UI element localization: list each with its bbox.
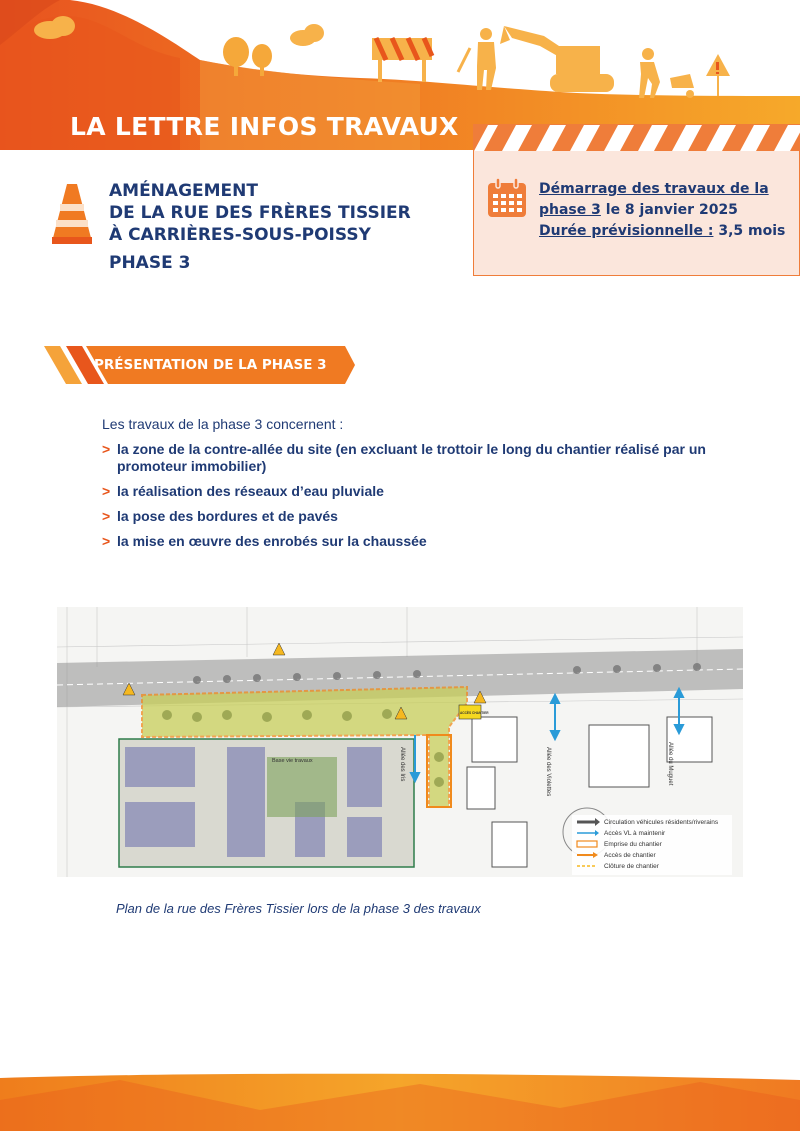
acces-chantier-sign: ACCÈS CHANTIER [460,711,489,715]
bullet-chevron-icon: > [102,533,111,549]
project-title [109,180,411,246]
bullet-chevron-icon: > [102,441,111,457]
street-label: Allée des Iris [399,747,405,782]
bullet-chevron-icon: > [102,508,111,524]
street-label: Allée du Muguet [667,742,673,786]
footer-band [0,1070,800,1131]
legend-item: Emprise du chantier [604,841,662,848]
barrier-icon [372,38,432,82]
list-item: > la réalisation des réseaux d’eau pluviale [102,483,384,499]
warning-sign-icon [706,54,730,96]
list-item: > la zone de la contre-allée du site (en excluant le trottoir le long du chantier réalisé par un promoteur immobilier) [102,441,706,474]
list-item: > la pose des bordures et de pavés [102,508,338,524]
building [472,717,517,762]
excavator-icon [500,26,614,92]
page-title: LA LETTRE INFOS TRAVAUX [70,112,459,141]
section-title: PRÉSENTATION DE LA PHASE 3 [94,357,327,373]
legend-item: Circulation véhicules résidents/riverains [604,819,719,826]
project-title-line: DE LA RUE DES FRÈRES TISSIER [109,203,411,223]
hazard-stripes [474,125,800,151]
start-date: le 8 janvier 2025 [600,202,738,218]
legend-item: Clôture de chantier [604,863,659,870]
legend-item: Accès de chantier [604,852,656,859]
building [467,767,495,809]
intro-text: Les travaux de la phase 3 concernent : [102,416,344,432]
start-label: Démarrage des travaux de la phase 3 [539,181,769,218]
schedule-text [539,179,797,242]
map-legend [572,815,732,875]
legend-item: Accès VL à maintenir [604,830,666,837]
project-title-line: AMÉNAGEMENT [109,181,258,201]
street-label: Allée des Violettes [545,747,551,797]
work-list [102,441,752,558]
building [589,725,649,787]
map-caption: Plan de la rue des Frères Tissier lors de la phase 3 des travaux [116,901,481,916]
building [492,822,527,867]
bullet-chevron-icon: > [102,483,111,499]
site-plan-map [57,607,743,877]
calendar-icon [487,178,527,218]
base-vie-label: Base vie travaux [272,758,313,764]
traffic-cone-icon [52,182,92,244]
project-phase: PHASE 3 [109,253,191,273]
schedule-info-box [473,124,800,276]
duration-value: 3,5 mois [713,223,786,239]
project-title-line: À CARRIÈRES-SOUS-POISSY [109,225,371,245]
list-item: > la mise en œuvre des enrobés sur la chaussée [102,533,427,549]
duration-label: Durée prévisionnelle : [539,223,714,239]
